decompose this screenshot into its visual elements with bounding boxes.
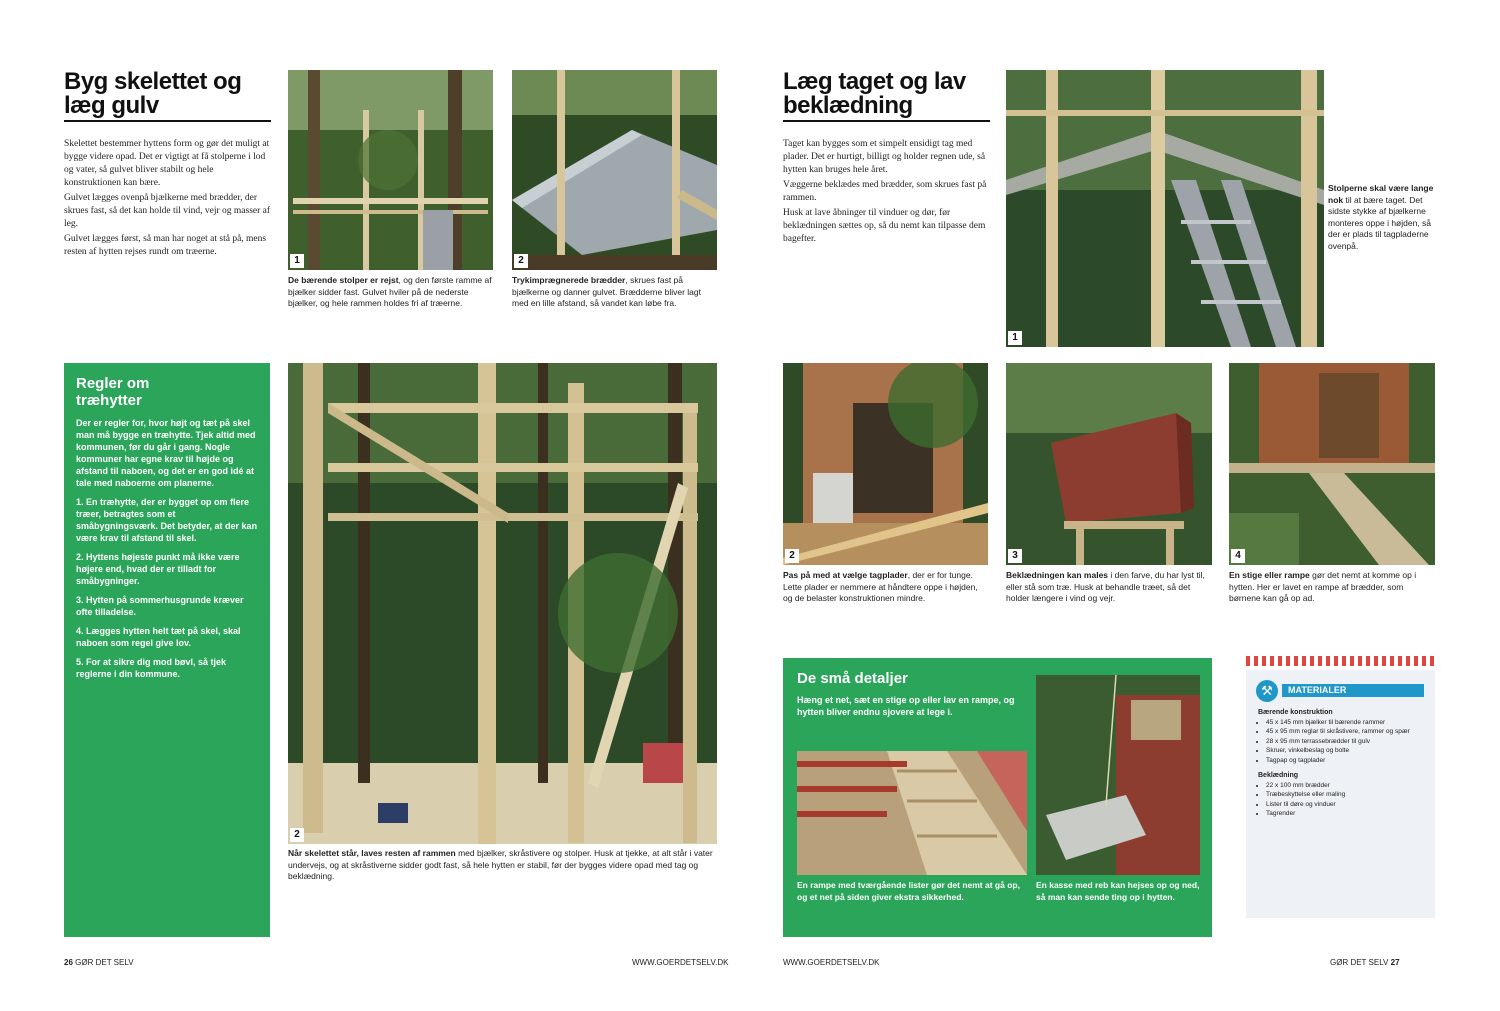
photo-number: 4 [1231,549,1245,563]
materials-sidebar [1246,670,1435,918]
right-intro-paragraph: Væggerne beklædes med brædder, som skrues fast på rammen. [783,180,987,203]
caption-lead: En stige eller rampe [1229,570,1310,580]
right-folio-url[interactable]: WWW.GOERDETSELV.DK [783,958,880,967]
sidebar-list-item: • 28 x 95 mm terrassebrædder til gulv [1266,737,1426,747]
details-box-title: De små detaljer [797,670,908,687]
sidebar-section-title: Beklædning [1258,772,1299,779]
photo-hut-red [1006,363,1212,565]
caption-lead: Når skelettet står, laves resten af rammen [288,848,456,858]
caption-lead: Stolperne skal være lange nok [1328,183,1434,205]
sidebar-list-item: • 22 x 100 mm brædder [1266,781,1426,791]
photo-ramp [1229,363,1435,565]
sidebar-list-item: • 45 x 145 mm bjælker til bærende rammer [1266,718,1426,728]
photo-number: 2 [514,254,528,268]
sidebar-list-item: • 45 x 95 mm reglar til skråstivere, rammer og spær [1266,727,1426,737]
left-intro [64,138,271,261]
right-intro-paragraph: Husk at lave åbninger til vinduer og dør, før beklædningen sættes op, så du nemt kan tilpasse dem bagefter. [783,208,986,244]
page-number: 27 [1390,958,1400,967]
photo-number: 2 [290,828,304,842]
rules-box-item: 1. En træhytte, der er bygget op om flere træer, betragtes som et småbygningsværk. Det betyder, at der kan være krav til afstand til skel. [76,497,258,543]
sidebar-list-item: • Tagrender [1266,809,1426,819]
photo-frame-scaffold [288,70,493,270]
rules-box-intro: Der er regler for, hvor højt og tæt på skel man må bygge en træhytte. Tjek altid med kommunen, før du går i gang. Nogle kommuner har egne krav til højde og afstand til naboen, og det er en god idé at tale med naboerne om planerne. [76,418,256,488]
caption-text: , og den første ramme af bjælker sidder fast. Gulvet hviler på de nederste bjælker, og hele rammen holdes fri af træerne. [288,275,492,308]
rules-box [64,363,270,937]
photo-frame-large [288,363,717,844]
caption-text: gør det nemt at komme op i hytten. Her er lavet en rampe af brædder, som børnene kan gå op ad. [1229,570,1417,603]
left-heading-rule [64,120,271,122]
photo-number: 2 [785,549,799,563]
caption-lead: Beklædningen kan males [1006,570,1109,580]
caption-text: med bjælker, skråstivere og stolper. Husk at tjekke, at alt står i vater undervejs, og at skråstiverne sidder godt fast, så hele hytten er stabil, før der bygges videre opad med tag og beklædning. [288,848,713,881]
right-intro-paragraph: Taget kan bygges som et simpelt ensidigt tag med plader. Det er hurtigt, billigt og holder regnen ude, så hytten kan bruges hele året. [783,139,986,175]
rules-box-item: 2. Hyttens højeste punkt må ikke være højere end, hvad der er tilladt for småbygninger. [76,552,240,586]
left-intro-paragraph: Gulvet lægges ovenpå bjælkerne med brædder, der skrues fast, så det kan holde til vind, vejr og masser af leg. [64,193,271,229]
rules-box-title: Regler om træhytter [76,375,150,409]
caption-lead: De bærende stolper er rejst [288,275,399,285]
photo-side-caption [1328,183,1435,252]
caption-text: , der er for tunge. Lette plader er nemmere at håndtere oppe i højden, og de belaster konstruktionen mindre. [783,570,978,603]
sidebar-text [1258,708,1426,825]
photo-caption [1229,570,1435,605]
photo-floor [512,70,717,270]
sidebar-list-item: • Skruer, vinkelbeslag og bolte [1266,746,1426,756]
photo-roof-frame [1006,70,1324,347]
page-number: 26 [64,958,73,967]
magazine-name: GØR DET SELV [1330,958,1389,967]
photo-box-hoist [1036,675,1200,875]
rules-box-text [76,417,258,680]
caption-text: til at bære taget. Det sidste stykke af bjælkerne monteres oppe i højden, så der er plads til tagpladerne ovenpå. [1328,194,1432,251]
rules-box-item: 3. Hytten på sommerhusgrunde kræver ofte tilladelse. [76,595,244,617]
left-intro-paragraph: Skelettet bestemmer hyttens form og gør det muligt at bygge videre opad. Det er vigtigt at få stolperne i lod og vater, så gulvet bliver stabilt og hele konstruktionen kan bære. [64,139,270,188]
details-caption-right: En kasse med reb kan hejses op og ned, så man kan sende ting op i hytten. [1036,880,1200,902]
caption-lead: Pas på med at vælge tagplader [783,570,908,580]
left-folio [64,958,134,967]
rules-box-item: 5. For at sikre dig mod bøvl, så tjek reglerne i din kommune. [76,657,227,679]
photo-caption [288,275,493,310]
wrench-icon: ⚒ [1256,680,1278,702]
caption-text: , skrues fast på bjælkerne og danner gulvet. Brædderne bliver lagt med en lille afstand, så vandet kan løbe fra. [512,275,702,308]
right-heading-rule [783,120,990,122]
caption-text: i den farve, du har lyst til, eller stå som træ. Husk at behandle træet, så det holder længere i vind og vejr. [1006,570,1205,603]
photo-number: 1 [1008,331,1022,345]
sidebar-top-stripe [1246,656,1435,666]
photo-caption [783,570,988,605]
sidebar-section-title: Bærende konstruktion [1258,709,1333,716]
left-heading: Byg skelettet og læg gulv [64,68,242,119]
right-heading: Læg taget og lav beklædning [783,68,966,119]
left-folio-url[interactable]: WWW.GOERDETSELV.DK [632,958,729,967]
sidebar-list-item: • Tagpap og tagplader [1266,756,1426,766]
right-folio [1330,958,1400,967]
sidebar-title: MATERIALER [1282,684,1424,697]
photo-caption [1006,570,1212,605]
details-box [783,658,1212,937]
details-box-intro: Hæng et net, sæt en stige op eller lav en rampe, og hytten bliver endnu sjovere at lege i. [797,695,1015,717]
rules-box-item: 4. Lægges hytten helt tæt på skel, skal naboen som regel give lov. [76,626,241,648]
sidebar-list-item: • Lister til døre og vinduer [1266,800,1426,810]
sidebar-list-item: • Træbeskyttelse eller maling [1266,790,1426,800]
photo-number: 1 [290,254,304,268]
right-intro [783,138,990,248]
photo-caption [512,275,717,310]
photo-hut-inside [783,363,988,565]
caption-lead: Trykimprægnerede brædder [512,275,626,285]
magazine-name: GØR DET SELV [75,958,134,967]
left-intro-paragraph: Gulvet lægges først, så man har noget at stå på, mens resten af hytten rejses rundt om træerne. [64,234,267,257]
details-caption-left: En rampe med tværgående lister gør det nemt at gå op, og et net på siden giver ekstra sikkerhed. [797,880,1020,902]
photo-caption [288,848,717,883]
photo-ramp-detail [797,751,1027,875]
photo-number: 3 [1008,549,1022,563]
